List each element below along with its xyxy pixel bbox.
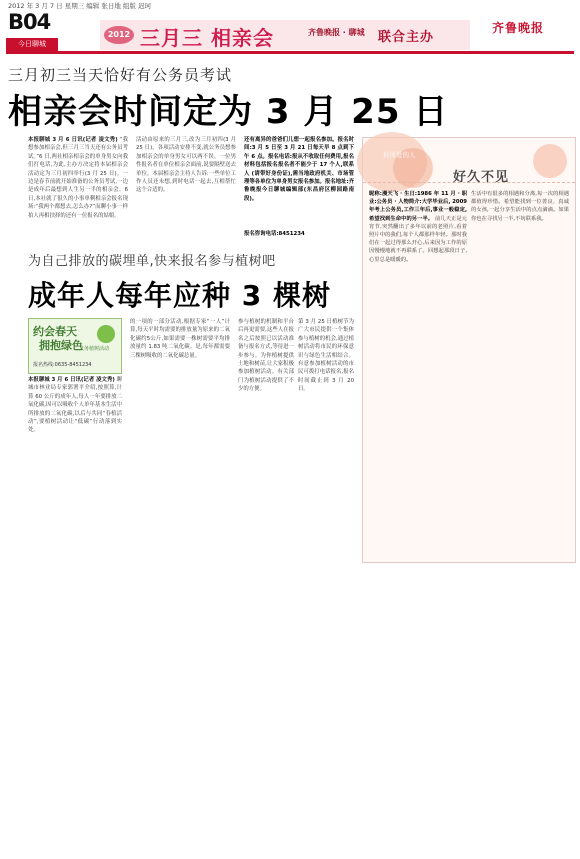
story2-col2-text: 的一项的一部分活动,根据专家“一人”计算,每天平时均需要的排放量为原来的二氧化碳约5公斤,如果需要一株树需要平均排放量约 1.83 吨二氧化碳。是,每年都需要三棵树吸收的二氧化碳总量。: [130, 319, 230, 359]
story1-column-2: [136, 136, 236, 242]
tree-planting-logo: [28, 318, 122, 374]
story1-phone: 报名咨询电话:8451234: [244, 231, 305, 237]
feature-column-1: [369, 190, 467, 550]
header-rule: [6, 51, 574, 54]
story1-kicker: 三月初三当天恰好有公务员考试: [8, 66, 233, 84]
feature-column-2: [471, 190, 569, 550]
feature-title: 好久不见: [453, 170, 510, 185]
banner-year: 2012: [104, 26, 134, 44]
logo-line-1: 约会春天: [33, 325, 77, 338]
story2-column-3: [238, 318, 294, 448]
feature-body-1: 前几天正是元宵节,突然翻出了多年以前的老照片,看着照片中的我们,每个人都那样年轻。那时我们在一起过得那么开心,后来因为工作的原因慢慢地就不再联系了。回想起那段日子,心里总是暖暖的。: [369, 215, 467, 263]
masthead-logo: 齐鲁晚报: [492, 21, 545, 35]
event-banner: [100, 20, 470, 50]
story2-col1-text: 聊城市林业局专家郭署平介绍,按照算,计算 60 公斤的成年人,每人一年要排放二氧化碳,因可以吸收个人单年基本生活中所排放的二氧化碳,以后与共同“春植活动”,要植树活动让“低碳”行动落到实处。: [28, 377, 122, 434]
story2-col3-text: 参与植树的机制和平台后再更需要,这些人在报名之后按照已以活动准备与报名方式,等待进一步参与。为你植树提供土地和树苗,让大家积极参加植树活动。有关部门为植树活动提供了不少的方便。: [238, 319, 294, 393]
story1-column-3: [244, 136, 354, 232]
story2-kicker: 为自己排放的碳埋单,快来报名参与植树吧: [28, 254, 276, 269]
story1-col3-text: 还有离异的爸爸们儿想一起报名参加。报名时间:3 月 5 日至 3 月 21 日每天早 8 点到下午 6 点。报名电话:报从不收取任何费用,报名材料包括报名报名者不能少于 17 个人,联系人 (请带好身份证),需当地政府机关、市场管理等各单位为单身男女报名参加。报名地址:齐鲁晚报今日聊城编辑部(东昌府区柳园路南段)。: [244, 137, 354, 202]
logo-phone: 报名热线:0635-8451234: [33, 362, 92, 368]
story1-column-1: [28, 136, 128, 242]
section-label: 今日聊城: [6, 38, 58, 51]
page-code: B04: [8, 10, 51, 34]
banner-logo: 齐鲁晚报 · 聊城: [308, 28, 365, 37]
feature-box: [362, 137, 576, 563]
story2-headline: 成年人每年应种 3 棵树: [28, 279, 331, 312]
feature-profile: 昵称:漫天飞 · 生日:1986 年 11 月 · 职业:公务员 · 人物简介:大学毕业后, 2009 年考上公务员,工作三年后,事业一般稳定,希望找到生命中的另一半。: [369, 191, 467, 222]
feature-kicker: 你所爱的人: [383, 151, 416, 159]
story1-headline: 相亲会时间定为 3 月 25 日: [8, 92, 449, 132]
feature-body-2: 生活中有很多的相遇和分离,每一次的相遇都值得珍惜。希望能找到一位善良、真诚的女孩,一起分享生活中的点点滴滴。如果你也在寻找另一半,不妨联系我。: [471, 191, 569, 222]
logo-line-2: 拥抱绿色: [39, 339, 83, 352]
story2-col4-text: 第 3 月 25 日植树节为广大市民提供一个集体参与植树的机会,通过植树活动将市民的环保意识与绿色生活相结合。有意参加植树活动的市民可拨打电话报名,报名时间截止到 3 月 20 日。: [298, 319, 354, 393]
story2-column-1: [28, 376, 122, 448]
banner-title: 三月三 相亲会: [140, 26, 274, 50]
story2-column-4: [298, 318, 354, 448]
leaf-icon: [97, 325, 115, 343]
issue-meta: 2012 年 3 月 7 日 星期三 编辑 张日地 组版 迟珂: [8, 2, 151, 10]
story1-col1-text: “我想参加相亲会,但三月三当天还有公务员考试。”6 日,两社相亲相亲会的单身男女向我们打电话,为此,主办方决定将本届相亲会活动定为三月初四举行(3 月 25 日)。一边是春节前就开始准备的公务员考试,一边是成年后最想到人生另一半的相亲会。6 日,本社就了很久的小事单剩相亲会报名现场:“我两个都想去,怎么办?”而聊小事一样拍人再相扶择的还有一位报名的姑娘。: [28, 137, 128, 219]
banner-host: 联合主办: [378, 30, 435, 45]
story1-col2-text: 活动由原来的三月三,改为三月初四(3 月 25 日)。各项活动安排不变,就公务员想参加相亲会的单身男女可以两不误。一位男性报名者在单位相亲会面前,说要隔壁送去单位。本届相亲会主持人告诉:一些单位工作人员还未想,到时电话一起去,互相帮忙这个合适的。: [136, 137, 236, 194]
story2-byline: 本报聊城 3 月 6 日讯(记者 凌文秀): [28, 377, 115, 383]
story2-column-2: [130, 318, 230, 448]
logo-subtitle: 义务植树活动: [79, 346, 110, 352]
story1-byline: 本报聊城 3 月 6 日讯(记者 凌文秀): [28, 137, 118, 143]
